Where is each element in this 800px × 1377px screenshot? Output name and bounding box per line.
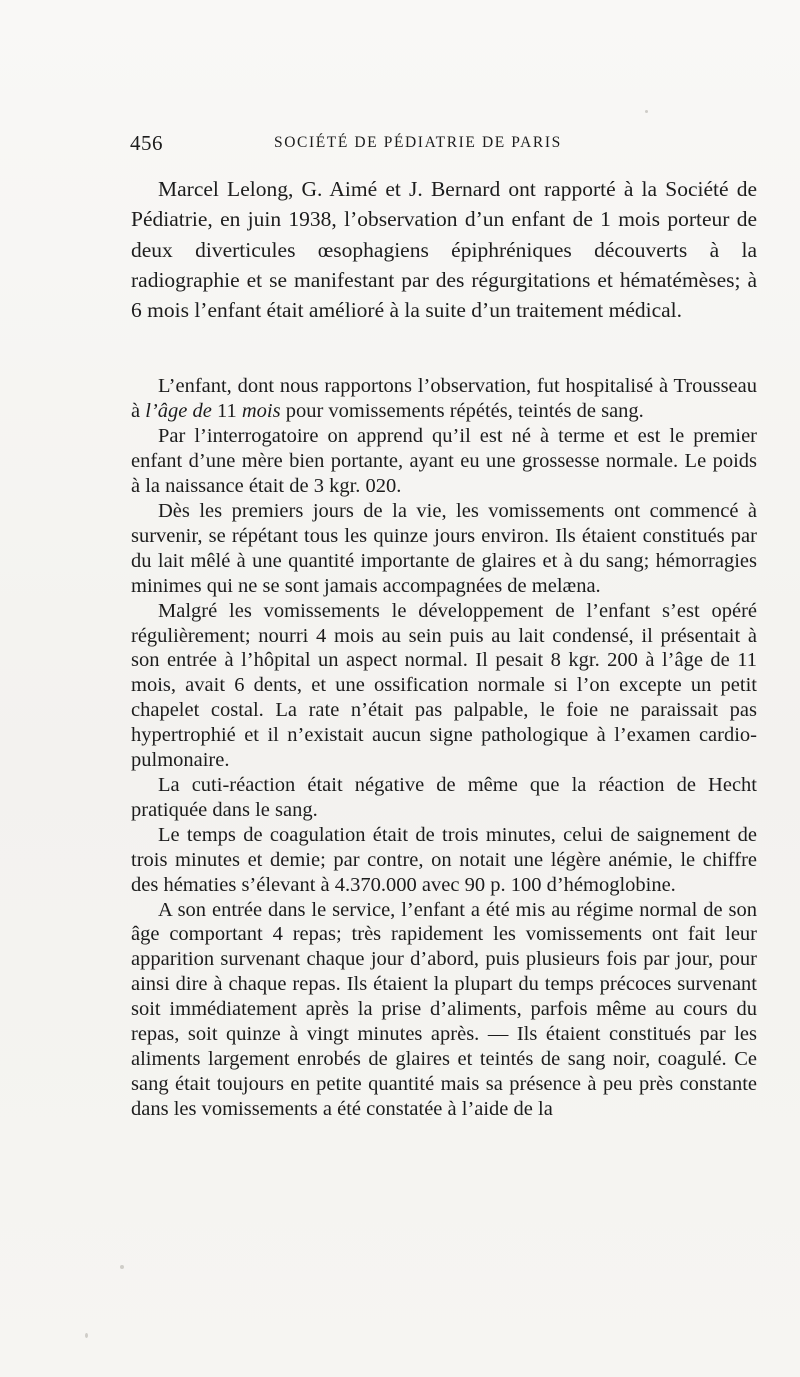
- service-section: [131, 898, 757, 1122]
- paragraph-interrogatoire: Par l’interrogatoire on apprend qu’il est né à terme et est le premier enfant d’une mère bien portante, ayant eu une grossesse normale. Le poids à la naissance était de 3 kgr. 020.: [131, 425, 757, 498]
- paper-speck: [120, 1265, 124, 1269]
- paragraph-coagulation: Le temps de coagulation était de trois minutes, celui de saignement de trois minutes et demie; par contre, on notait une légère anémie, le chiffre des hématies s’élevant à 4.370.000 avec 90 p. 100 d’hémoglobine.: [131, 823, 757, 896]
- page-header: [130, 131, 760, 157]
- paragraph-observation-italic-months: mois: [241, 400, 281, 423]
- running-head: SOCIÉTÉ DE PÉDIATRIE DE PARIS: [274, 134, 562, 151]
- paragraph-vomissements: Dès les premiers jours de la vie, les vomissements ont commencé à survenir, se répétant tous les quinze jours environ. Ils étaient constitués par du lait mêlé à une quantité importante de glaires et à du sang; hémorragies minimes qui ne se sont jamais accompagnées de melæna.: [131, 500, 757, 597]
- paragraph-service: A son entrée dans le service, l’enfant a été mis au régime normal de son âge comportant 4 repas; très rapidement les vomissements ont fait leur apparition survenant chaque jour d’abord, puis plusieurs fois par jour, pour ainsi dire à chaque repas. Ils étaient la plupart du temps précoces survenant soit immédiatement après la prise d’aliments, parfois même au cours du repas, soit quinze à vingt minutes après. — Ils étaient constitués par les aliments largement enrobés de glaires et teintés de sang noir, coagulé. Ce sang était toujours en petite quantité mais sa présence à peu près constante dans les vomissements a été constatée à l’aide de la: [131, 898, 757, 1120]
- paragraph-developpement: Malgré les vomissements le développement de l’enfant s’est opéré régulièrement; nourri 4 mois au sein puis au lait condensé, il présentait à son entrée à l’hôpital un aspect normal. Il pesait 8 kgr. 200 à l’âge de 11 mois, avait 6 dents, et une ossification normale si l’on excepte un petit chapelet costal. La rate n’était pas palpable, le foie ne paraissait pas hypertrophié et il n’existait aucun signe pathologique à l’examen cardio-pulmonaire.: [131, 599, 757, 772]
- observation-section: [131, 374, 757, 897]
- paragraph-observation-number: 11: [211, 400, 242, 423]
- paragraph-observation: [131, 374, 757, 424]
- paragraph-observation-end: pour vomissements répétés, teintés de sang.: [280, 400, 644, 423]
- paper-speck: [645, 110, 648, 113]
- paragraph-observation-italic-age: l’âge de: [145, 400, 212, 423]
- paragraph-observation-start: L’enfant, dont nous rapportons l’observation, fut hospitalisé à Trousseau à: [131, 375, 757, 423]
- paper-speck: [85, 1333, 88, 1338]
- intro-section: [131, 174, 757, 325]
- paragraph-cuti-reaction: La cuti-réaction était négative de même que la réaction de Hecht pratiquée dans le sang.: [131, 773, 757, 821]
- paragraph-intro: Marcel Lelong, G. Aimé et J. Bernard ont rapporté à la Société de Pédiatrie, en juin 1938, l’observation d’un enfant de 1 mois porteur de deux diverticules œsophagiens épiphréniques découverts à la radiographie et se manifestant par des régurgitations et hématémèses; à 6 mois l’enfant était amélioré à la suite d’un traitement médical.: [131, 177, 757, 323]
- body-text: [131, 174, 757, 1122]
- page-number: 456: [130, 131, 163, 155]
